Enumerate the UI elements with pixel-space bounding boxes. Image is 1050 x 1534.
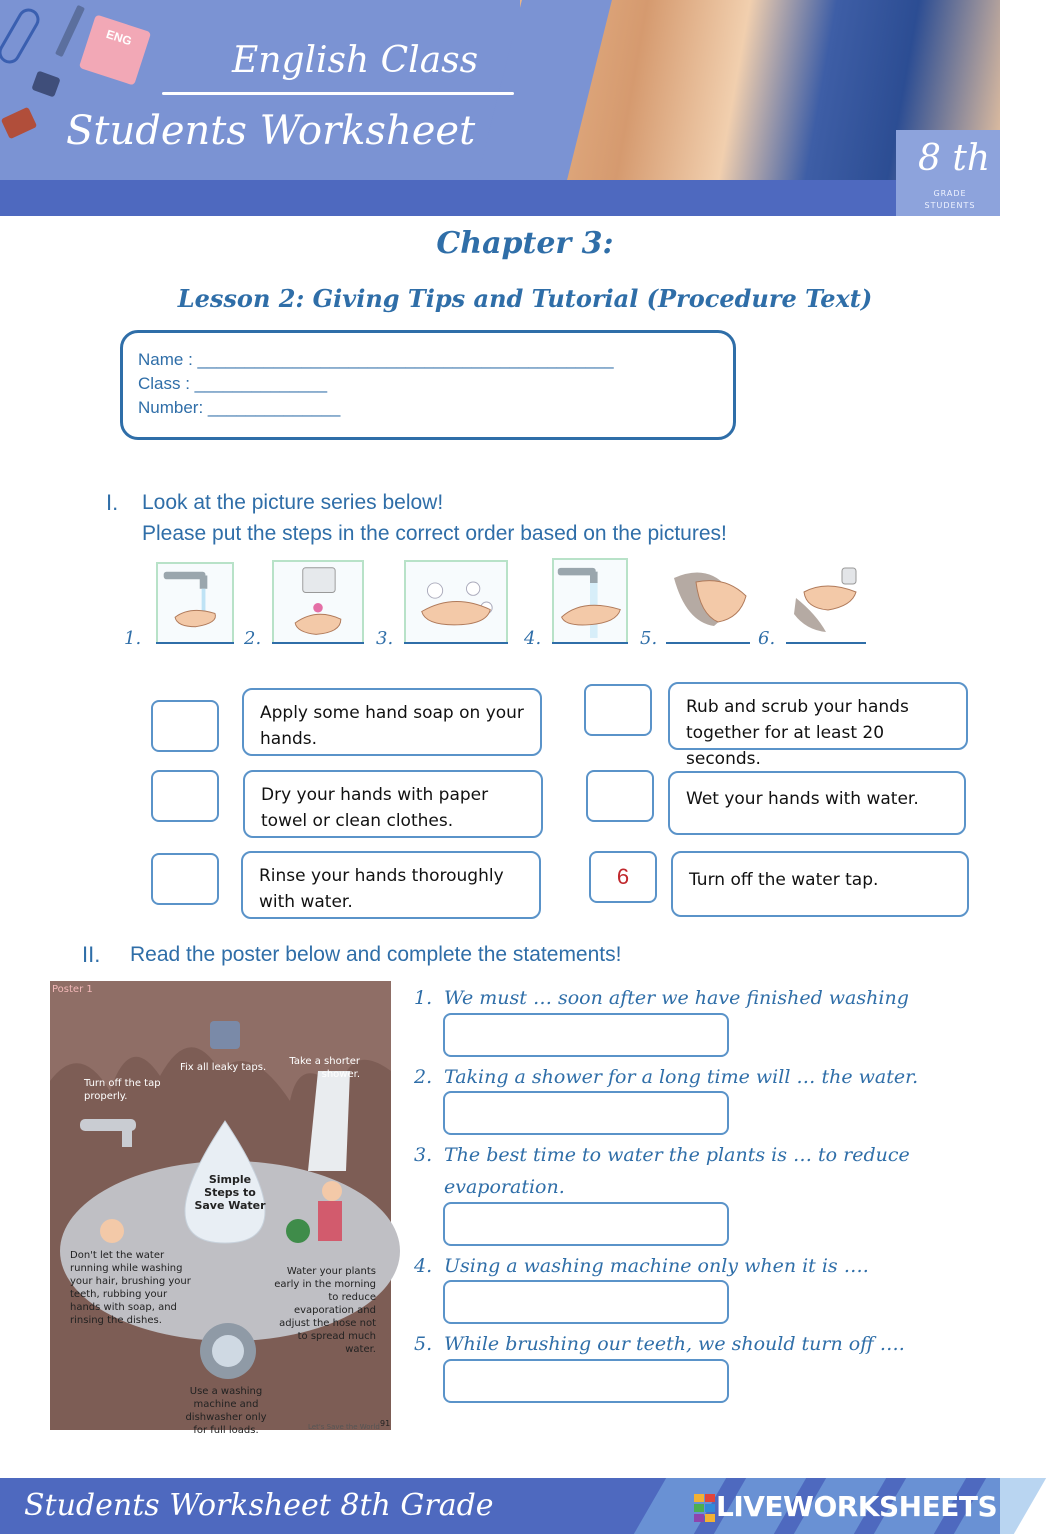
class-field[interactable]: Class : ______________: [138, 374, 328, 393]
step-text: Apply some hand soap on your hands.: [242, 688, 542, 756]
step-number-box[interactable]: [151, 700, 219, 752]
header-band: [0, 180, 1000, 216]
grade-sub: [918, 188, 982, 212]
poster-tip: Use a washing machine and dishwasher only for full loads.: [185, 1386, 267, 1436]
header-title-top: English Class: [232, 40, 479, 81]
name-field[interactable]: Name : ____________________________________________: [138, 350, 614, 369]
statement-number: 1.: [414, 987, 433, 1009]
section1-numeral: I.: [106, 490, 119, 515]
sticky-note-icon: ENG: [79, 14, 151, 85]
liveworksheets-logo[interactable]: LIVEWORKSHEETS: [716, 1490, 998, 1523]
poster-tip: Water your plants early in the morning to reduce evaporation and adjust the hose not to spread much water.: [274, 1266, 376, 1355]
section1-line1: Look at the picture series below!: [142, 491, 444, 514]
picture-line: [404, 642, 508, 644]
binder-clip-icon: [31, 70, 60, 97]
step-text: Turn off the water tap.: [671, 851, 969, 917]
statement-text: The best time to water the plants is … to reduce evaporation.: [444, 1144, 910, 1198]
grade-label: 8 th: [918, 138, 990, 179]
section2-numeral: II.: [82, 942, 101, 967]
poster-center: Simple Steps to Save Water: [194, 1173, 266, 1212]
header-title-main: Students Worksheet: [66, 108, 476, 154]
picture-wet-hands: [156, 562, 234, 644]
answer-input[interactable]: [443, 1091, 729, 1135]
statement-text: Using a washing machine only when it is ….: [444, 1255, 869, 1277]
poster-tip: Don't let the water running while washing your hair, brushing your teeth, rubbing your hands with soap, and rinsing the dishes.: [70, 1250, 191, 1326]
step-number-box[interactable]: [151, 853, 219, 905]
header-banner: [0, 0, 1000, 216]
rinse-hands-icon: [554, 560, 626, 642]
picture-number: 4.: [524, 628, 542, 649]
grade-sub-line2: STUDENTS: [924, 201, 976, 210]
picture-number: 6.: [758, 628, 776, 649]
picture-scrub: [404, 560, 508, 644]
picture-line: [156, 642, 234, 644]
picture-rinse: [552, 558, 628, 644]
statement-text: Taking a shower for a long time will … the water.: [444, 1066, 919, 1088]
picture-line: [272, 642, 364, 644]
grade-sub-line1: GRADE: [933, 189, 967, 198]
picture-number: 5.: [640, 628, 658, 649]
number-field[interactable]: Number: ______________: [138, 398, 341, 417]
statement-number: 4.: [414, 1255, 433, 1277]
footer-bar: [0, 1478, 1000, 1534]
pencil-icon: [55, 5, 85, 57]
soap-dispenser-icon: [274, 562, 362, 642]
binder-clip-icon: [1, 107, 37, 140]
footer-title: Students Worksheet 8th Grade: [24, 1488, 494, 1523]
step-number-box[interactable]: [584, 684, 652, 736]
answer-input[interactable]: [443, 1013, 729, 1057]
section2-instruction: Read the poster below and complete the statements!: [130, 943, 622, 966]
poster-footer: Let's Save the World: [308, 1423, 380, 1431]
header-rule: [162, 92, 514, 95]
answer-input[interactable]: [443, 1280, 729, 1324]
picture-soap: [272, 560, 364, 644]
step-text: Rinse your hands thoroughly with water.: [241, 851, 541, 919]
poster-label: Poster 1: [52, 984, 93, 995]
picture-line: [666, 642, 750, 644]
poster-tip: Take a shorter shower.: [289, 1056, 360, 1080]
step-text: Dry your hands with paper towel or clean clothes.: [243, 770, 543, 838]
step-number-box[interactable]: [151, 770, 219, 822]
paperclip-icon: [0, 5, 44, 68]
poster-tip: Turn off the tap properly.: [84, 1078, 161, 1102]
picture-turn-off: [786, 552, 866, 636]
statement-text: We must … soon after we have finished washing: [444, 987, 909, 1009]
lesson-title: Lesson 2: Giving Tips and Tutorial (Procedure Text): [177, 284, 873, 313]
poster-page: 91: [380, 1419, 391, 1428]
statement-text: While brushing our teeth, we should turn off ….: [444, 1333, 905, 1355]
answer-input[interactable]: [443, 1202, 729, 1246]
chapter-title: Chapter 3:: [436, 226, 614, 261]
step-number-box[interactable]: [586, 770, 654, 822]
statement-number: 2.: [414, 1066, 433, 1088]
liveworksheets-logo-icon: [694, 1494, 716, 1522]
picture-dry: [666, 556, 750, 636]
turn-off-tap-icon: [786, 552, 866, 636]
water-poster: [50, 981, 391, 1436]
picture-line: [786, 642, 866, 644]
step-number-box[interactable]: 6: [589, 851, 657, 903]
answer-input[interactable]: [443, 1359, 729, 1403]
step-text: Rub and scrub your hands together for at least 20 seconds.: [668, 682, 968, 750]
dry-towel-icon: [666, 556, 750, 636]
tap-hands-icon: [158, 564, 232, 642]
statement-number: 3.: [414, 1144, 433, 1166]
statement-number: 5.: [414, 1333, 433, 1355]
picture-number: 3.: [376, 628, 394, 649]
step-text: Wet your hands with water.: [668, 771, 966, 835]
picture-number: 1.: [124, 628, 142, 649]
picture-line: [552, 642, 628, 644]
picture-number: 2.: [244, 628, 262, 649]
section1-line2: Please put the steps in the correct order based on the pictures!: [142, 522, 727, 545]
poster-tip: Fix all leaky taps.: [180, 1062, 267, 1073]
scrub-hands-icon: [406, 562, 506, 642]
